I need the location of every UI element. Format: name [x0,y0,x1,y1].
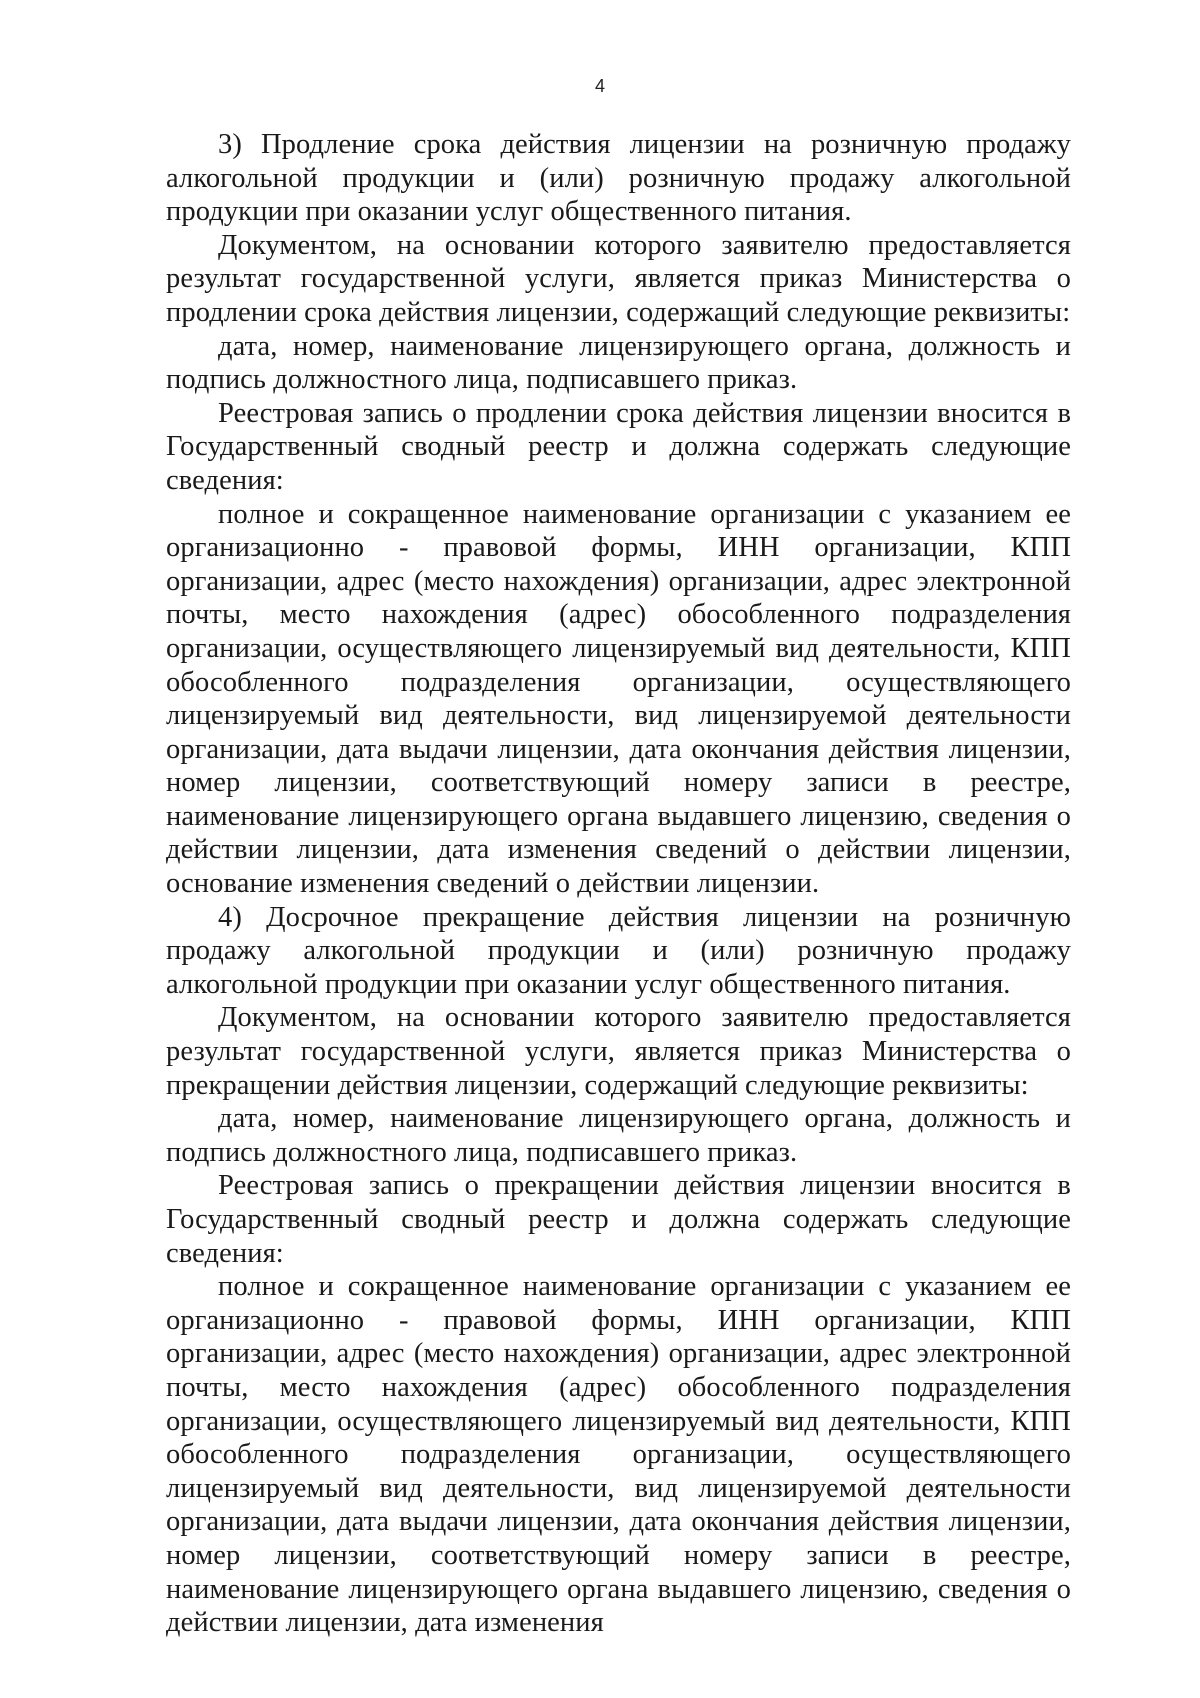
paragraph-termination-registry: Реестровая запись о прекращении действия лицензии вносится в Государственный сводный реестр и должна содержать следующие сведения: [166,1170,1071,1269]
paragraph-termination-heading: 4) Досрочное прекращение действия лицензии на розничную продажу алкогольной продукции и (или) розничную продажу алкогольной продукции при оказании услуг общественного питания. [166,901,1071,1000]
paragraph-termination-document: Документом, на основании которого заявителю предоставляется результат государственной услуги, является приказ Министерства о прекращении действия лицензии, содержащий следующие реквизиты: [166,1002,1071,1101]
paragraph-termination-requisites: дата, номер, наименование лицензирующего органа, должность и подпись должностного лица, подписавшего приказ. [166,1103,1071,1168]
paragraph-termination-registry-details: полное и сокращенное наименование организации с указанием ее организационно - правовой формы, ИНН организации, КПП организации, адрес (место нахождения) организации, адрес электронной почты, место нахождения (адрес) обособленного подразделения организации, осуществляющего лицензируемый вид деятельности, КПП обособленного подразделения организации, осуществляющего лицензируемый вид деятельности, вид лицензируемой деятельности организации, дата выдачи лицензии, дата окончания действия лицензии, номер лицензии, соответствующий номеру записи в реестре, наименование лицензирующего органа выдавшего лицензию, сведения о действии лицензии, дата изменения [166,1271,1071,1639]
paragraph-renewal-requisites: дата, номер, наименование лицензирующего органа, должность и подпись должностного лица, подписавшего приказ. [166,330,1071,396]
paragraph-renewal-registry: Реестровая запись о продлении срока действия лицензии вносится в Государственный сводный реестр и должна содержать следующие сведения: [166,397,1071,496]
paragraph-renewal-registry-details: полное и сокращенное наименование организации с указанием ее организационно - правовой формы, ИНН организации, КПП организации, адрес (место нахождения) организации, адрес электронной почты, место нахождения (адрес) обособленного подразделения организации, осуществляющего лицензируемый вид деятельности, КПП обособленного подразделения организации, осуществляющего лицензируемый вид деятельности, вид лицензируемой деятельности организации, дата выдачи лицензии, дата окончания действия лицензии, номер лицензии, соответствующий номеру записи в реестре, наименование лицензирующего органа выдавшего лицензию, сведения о действии лицензии, дата изменения сведений о действии лицензии, основание изменения сведений о действии лицензии. [166,498,1071,900]
document-body [166,128,1071,1640]
page-number: 4 [594,76,605,96]
paragraph-renewal-document: Документом, на основании которого заявителю предоставляется результат государственной услуги, является приказ Министерства о продлении срока действия лицензии, содержащий следующие реквизиты: [166,229,1071,328]
paragraph-renewal-heading: 3) Продление срока действия лицензии на розничную продажу алкогольной продукции и (или) розничную продажу алкогольной продукции при оказании услуг общественного питания. [166,129,1071,228]
